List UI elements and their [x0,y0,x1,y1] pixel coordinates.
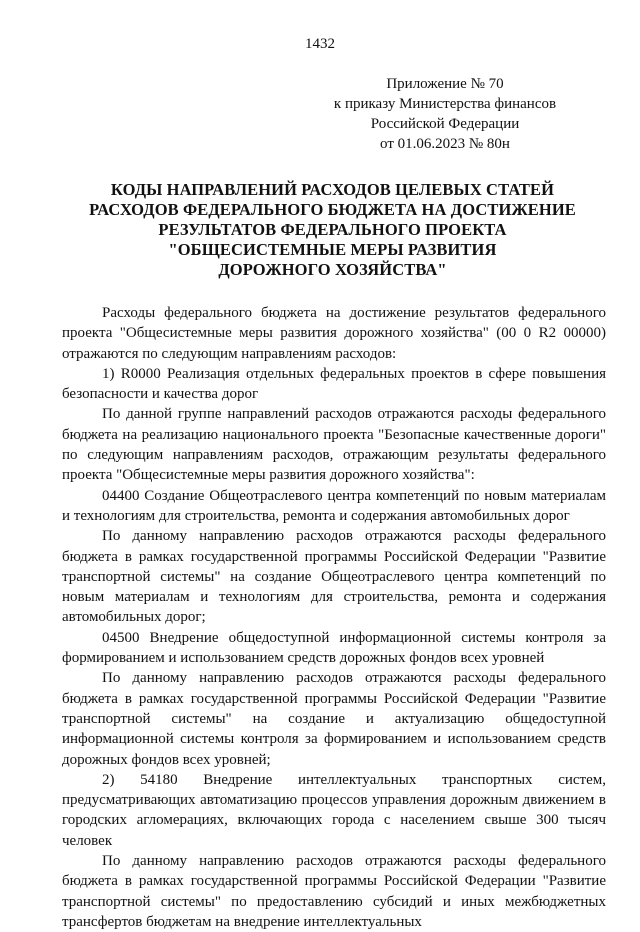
paragraph: 2) 54180 Внедрение интеллектуальных транспортных систем, предусматривающих автоматизацию процессов управления дорожным движением в городских агломерациях, включающих города с населением свыше 300 тысяч человек [62,771,606,849]
paragraph: 04400 Создание Общеотраслевого центра компетенций по новым материалам и технологиям для строительства, ремонта и содержания автомобильных дорог [62,487,606,524]
paragraph: По данному направлению расходов отражаются расходы федерального бюджета в рамках государственной программы Российской Федерации "Развитие транспортной системы" по предоставлению субсидий и иных межбюджетных трансфертов бюджетам на внедрение интеллектуальных [62,853,606,930]
title-line: РАСХОДОВ ФЕДЕРАЛЬНОГО БЮДЖЕТА НА ДОСТИЖЕНИЕ [89,200,576,219]
paragraph: По данному направлению расходов отражаются расходы федерального бюджета в рамках государственной программы Российской Федерации "Развитие транспортной системы" на создание Общеотраслевого центра компетенций по новым материалам и технологиям для строительства, ремонта и содержания автомобильных дорог; [62,528,606,626]
paragraph: Расходы федерального бюджета на достижение результатов федерального проекта "Общесистемные меры развития дорожного хозяйства" (00 0 R2 00000) отражаются по следующим направлениям расходов: [62,305,606,362]
appendix-line: Приложение № 70 [386,76,504,92]
appendix-line: Российской Федерации [370,116,520,132]
title-line: ДОРОЖНОГО ХОЗЯЙСТВА" [218,260,447,279]
page-number: 1432 [305,36,335,52]
paragraph: 1) R0000 Реализация отдельных федеральных проектов в сфере повышения безопасности и качества дорог [62,365,606,403]
title-line: РЕЗУЛЬТАТОВ ФЕДЕРАЛЬНОГО ПРОЕКТА [158,220,507,239]
appendix-line: от 01.06.2023 № 80н [380,136,510,152]
paragraph: По данному направлению расходов отражаются расходы федерального бюджета в рамках государственной программы Российской Федерации "Развитие транспортной системы" на создание и актуализацию общедоступной информационной системы контроля за формированием и использованием средств дорожных фондов всех уровней; [62,670,606,768]
appendix-line: к приказу Министерства финансов [333,96,557,112]
title-line: "ОБЩЕСИСТЕМНЫЕ МЕРЫ РАЗВИТИЯ [168,240,497,259]
document-title [60,180,605,280]
paragraph: 04500 Внедрение общедоступной информационной системы контроля за формированием и использованием средств дорожных фондов всех уровней [62,629,606,667]
title-line: КОДЫ НАПРАВЛЕНИЙ РАСХОДОВ ЦЕЛЕВЫХ СТАТЕЙ [110,180,555,199]
document-body [62,303,606,932]
paragraph: По данной группе направлений расходов отражаются расходы федерального бюджета на реализацию национального проекта "Безопасные качественные дороги" по следующим направлениям расходов, отражающим результаты федерального проекта "Общесистемные меры развития дорожного хозяйства": [62,406,606,484]
appendix-block [300,74,590,154]
